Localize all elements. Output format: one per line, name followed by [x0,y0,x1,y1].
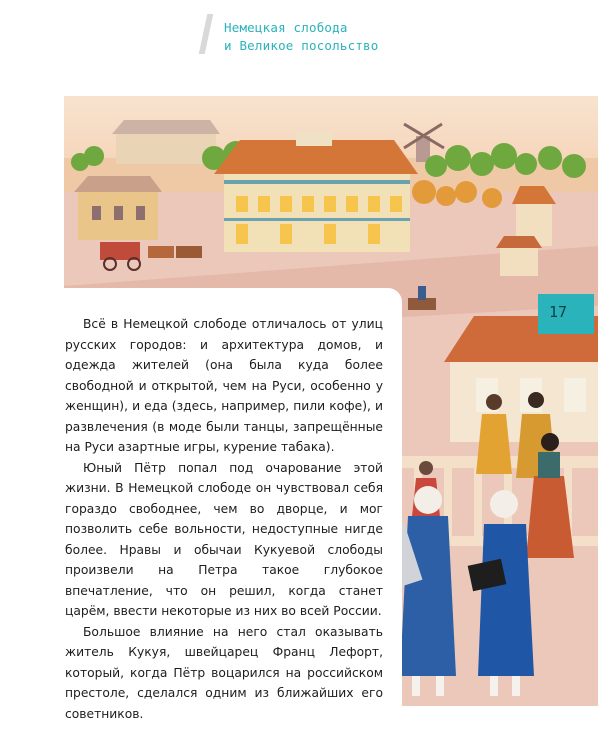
paragraph-3: Большое влияние на него стал оказывать житель Кукуя, швейцарец Франц Лефорт, который, когда Пётр воцарился на российском престоле, сделался одним из ближайших его советников. [65,624,383,721]
page-number-tab [538,294,594,334]
small-house-left [74,176,162,240]
paragraph-2: Юный Пётр попал под очарование этой жизни. В Немецкой слободе он чувствовал себя гораздо свободнее, чем во дворце, и мог позволить себе вольности, недоступные нигде более. Нравы и обычаи Кукуевой слободы произвели на Петра такое глубокое впечатление, что он решил, когда станет царём, ввести некоторые из них во всей России. [65,460,383,618]
chapter-title-line2: и Великое посольство [224,38,379,53]
paragraph-1: Всё в Немецкой слободе отличалось от улиц русских городов: и архитектура домов, и одежда жителей (она была куда более свободной и открытой, чем на Руси, особенно у женщин), и еда (здесь, например, пили кофе), и развлечения (в моде были танцы, запрещённые на Руси азартные игры, курение табака). [65,317,383,454]
page-number: 17 [548,303,568,321]
main-building [214,132,418,252]
header-slash-decoration [199,14,214,54]
chapter-title-line1: Немецкая слобода [224,20,348,35]
foreground-house [444,316,598,442]
chapter-title [224,19,464,55]
body-text [65,314,383,724]
